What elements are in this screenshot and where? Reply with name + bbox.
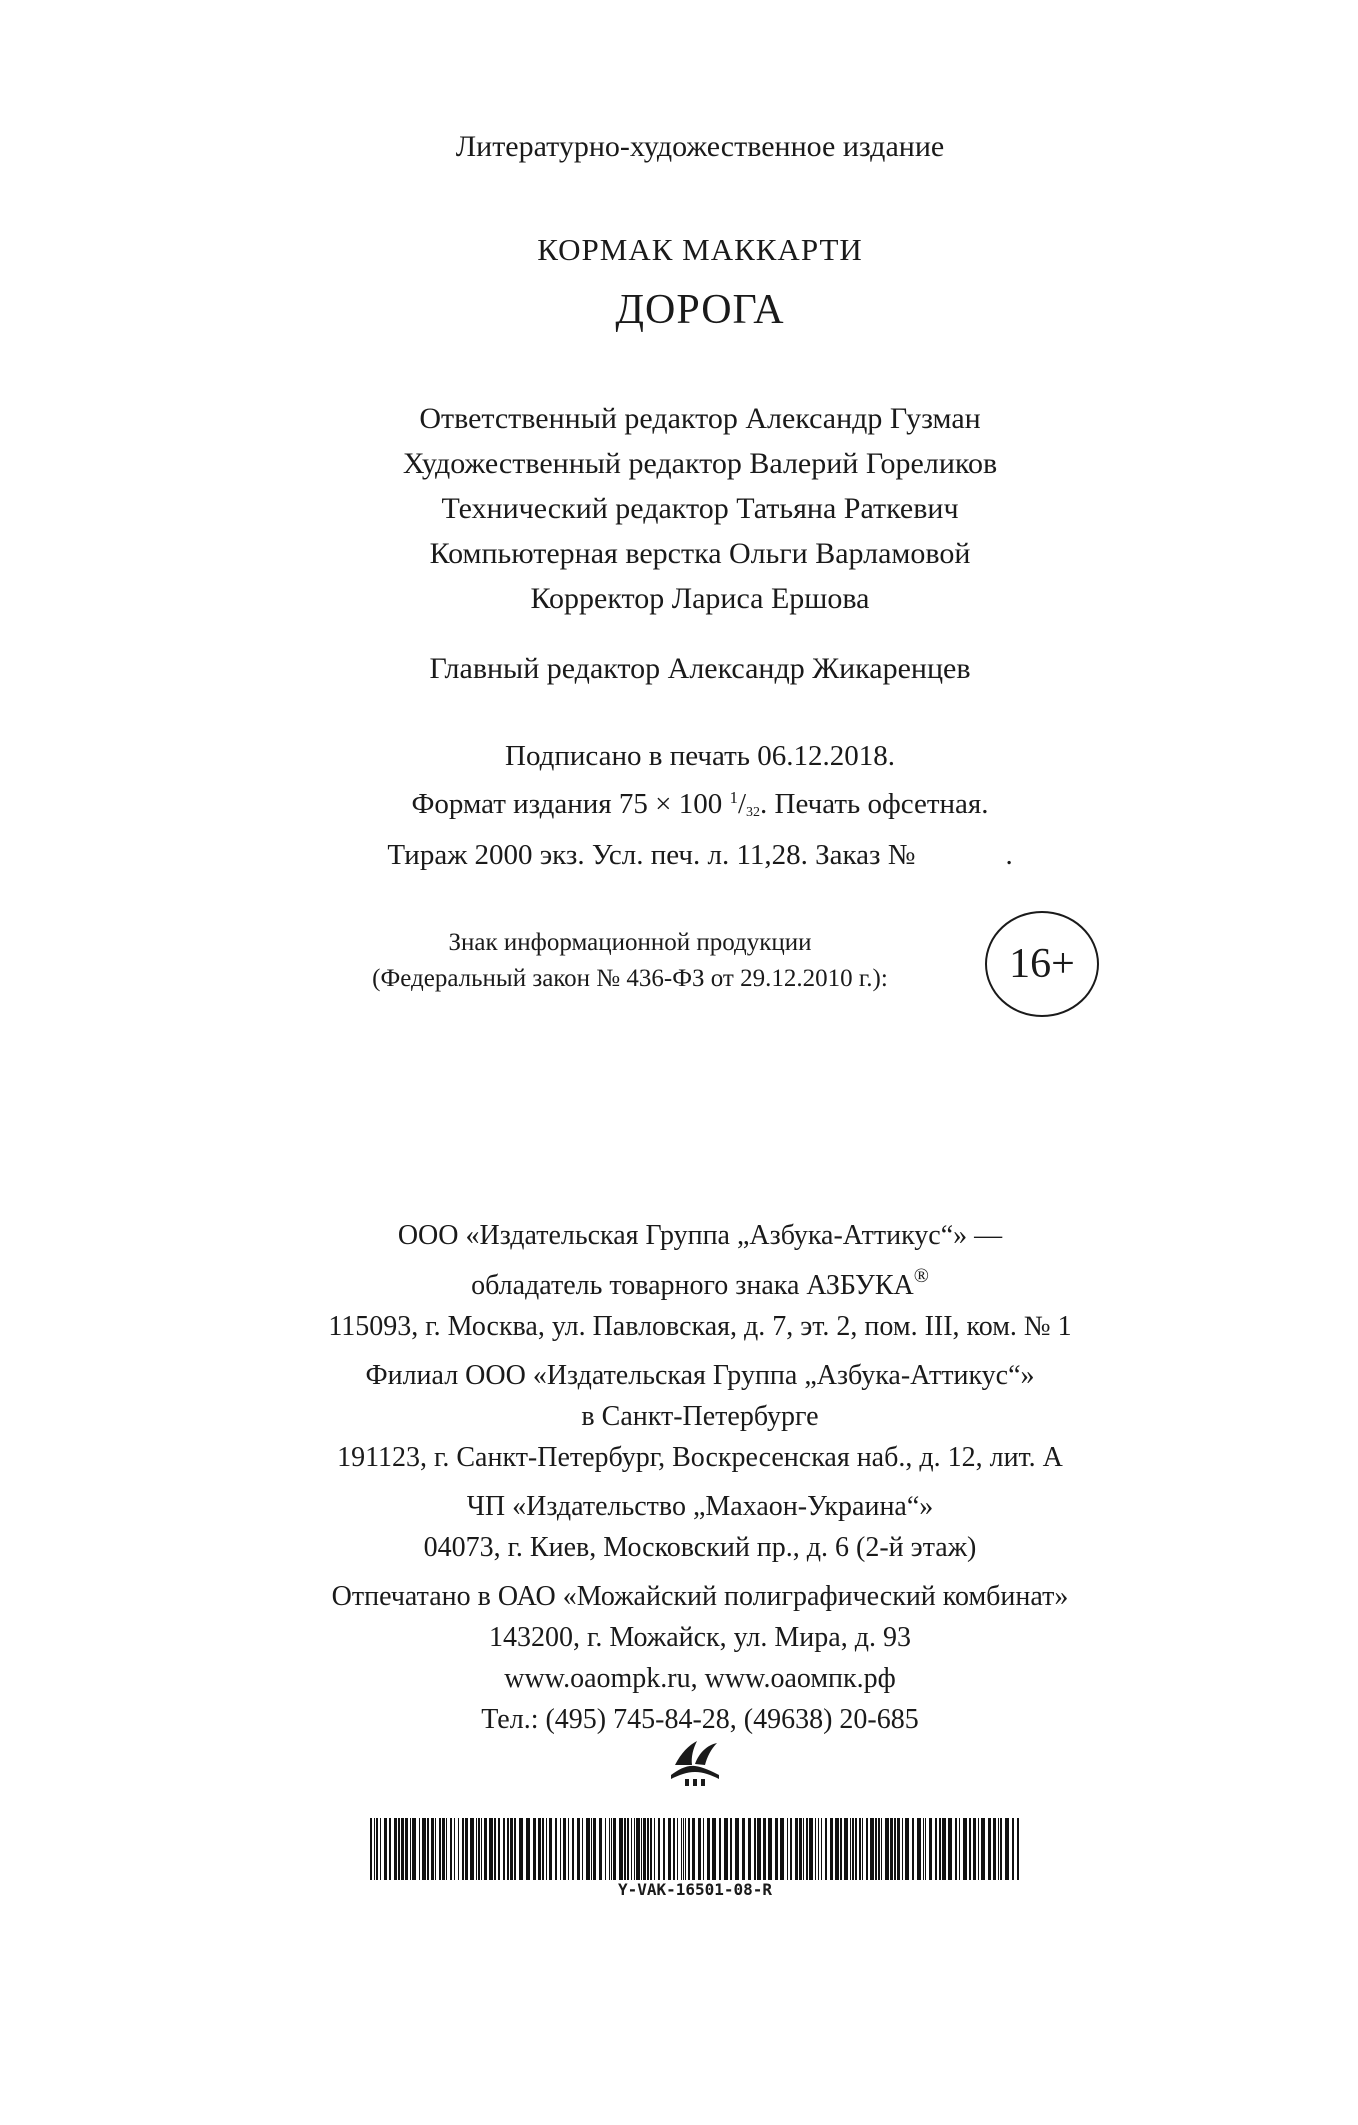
ukraine-address: 04073, г. Киев, Московский пр., д. 6 (2-й этаж) <box>423 1532 977 1563</box>
registered-mark: ® <box>913 1265 929 1287</box>
book-title: ДОРОГА <box>615 287 785 333</box>
format-suffix: . Печать офсетная. <box>760 788 989 820</box>
barcode-code: Y-VAK-16501-08-R <box>617 1880 773 1899</box>
age-rating-note <box>300 925 960 997</box>
author-name: КОРМАК МАККАРТИ <box>537 232 863 267</box>
printer-phone: Тел.: (495) 745-84-28, (49638) 20-685 <box>481 1704 919 1735</box>
run-end: . <box>1005 839 1013 871</box>
run-line <box>250 834 1150 876</box>
format-numerator: 1 <box>729 788 738 807</box>
branch-city: в Санкт-Петербурге <box>581 1401 819 1432</box>
printer-line: Отпечатано в ОАО «Можайский полиграфический комбинат» <box>331 1581 1069 1612</box>
credit-line: Компьютерная верстка Ольги Варламовой <box>429 537 971 570</box>
printer-websites: www.oaompk.ru, www.oaомпк.рф <box>504 1663 896 1694</box>
publisher-info <box>250 1215 1150 1740</box>
print-info <box>250 735 1150 876</box>
age-rating-line2: (Федеральный закон № 436-ФЗ от 29.12.2010 г.): <box>372 965 888 992</box>
ukraine-publisher: ЧП «Издательство „Махаон-Украина“» <box>466 1491 934 1522</box>
branch-address: 191123, г. Санкт-Петербург, Воскресенская наб., д. 12, лит. А <box>337 1442 1063 1473</box>
credit-line: Ответственный редактор Александр Гузман <box>419 402 981 435</box>
credit-line: Художественный редактор Валерий Гореликов <box>402 447 998 480</box>
publisher-address: 115093, г. Москва, ул. Павловская, д. 7, эт. 2, пом. III, ком. № 1 <box>328 1311 1072 1342</box>
barcode-icon <box>370 1818 1020 1880</box>
trademark-line <box>250 1256 1150 1306</box>
credit-line: Корректор Лариса Ершова <box>530 582 870 615</box>
format-denominator: 32 <box>746 805 761 820</box>
age-rating-line1: Знак информационной продукции <box>448 929 812 956</box>
trademark-text: обладатель товарного знака АЗБУКА <box>471 1270 914 1301</box>
format-line: Формат издания 75 × 100 $^1/_{32}$. Печать офсетная. <box>411 788 989 820</box>
credit-line: Технический редактор Татьяна Раткевич <box>441 492 959 525</box>
publisher-line: ООО «Издательская Группа „Азбука-Аттикус“» — <box>397 1220 1003 1251</box>
signed-date: Подписано в печать 06.12.2018. <box>505 740 895 772</box>
chief-editor: Главный редактор Александр Жикаренцев <box>429 652 971 685</box>
run-text: Тираж 2000 экз. Усл. печ. л. 11,28. Заказ № <box>387 839 916 871</box>
format-prefix: Формат издания 75 × 100 <box>411 788 730 820</box>
publisher-logo-icon <box>665 1735 725 1787</box>
credits-list <box>250 396 1150 621</box>
printer-address: 143200, г. Можайск, ул. Мира, д. 93 <box>489 1622 911 1653</box>
edition-type: Литературно-художественное издание <box>455 130 945 163</box>
branch-line: Филиал ООО «Издательская Группа „Азбука-Аттикус“» <box>365 1360 1035 1391</box>
age-rating-badge: 16+ <box>985 911 1099 1017</box>
